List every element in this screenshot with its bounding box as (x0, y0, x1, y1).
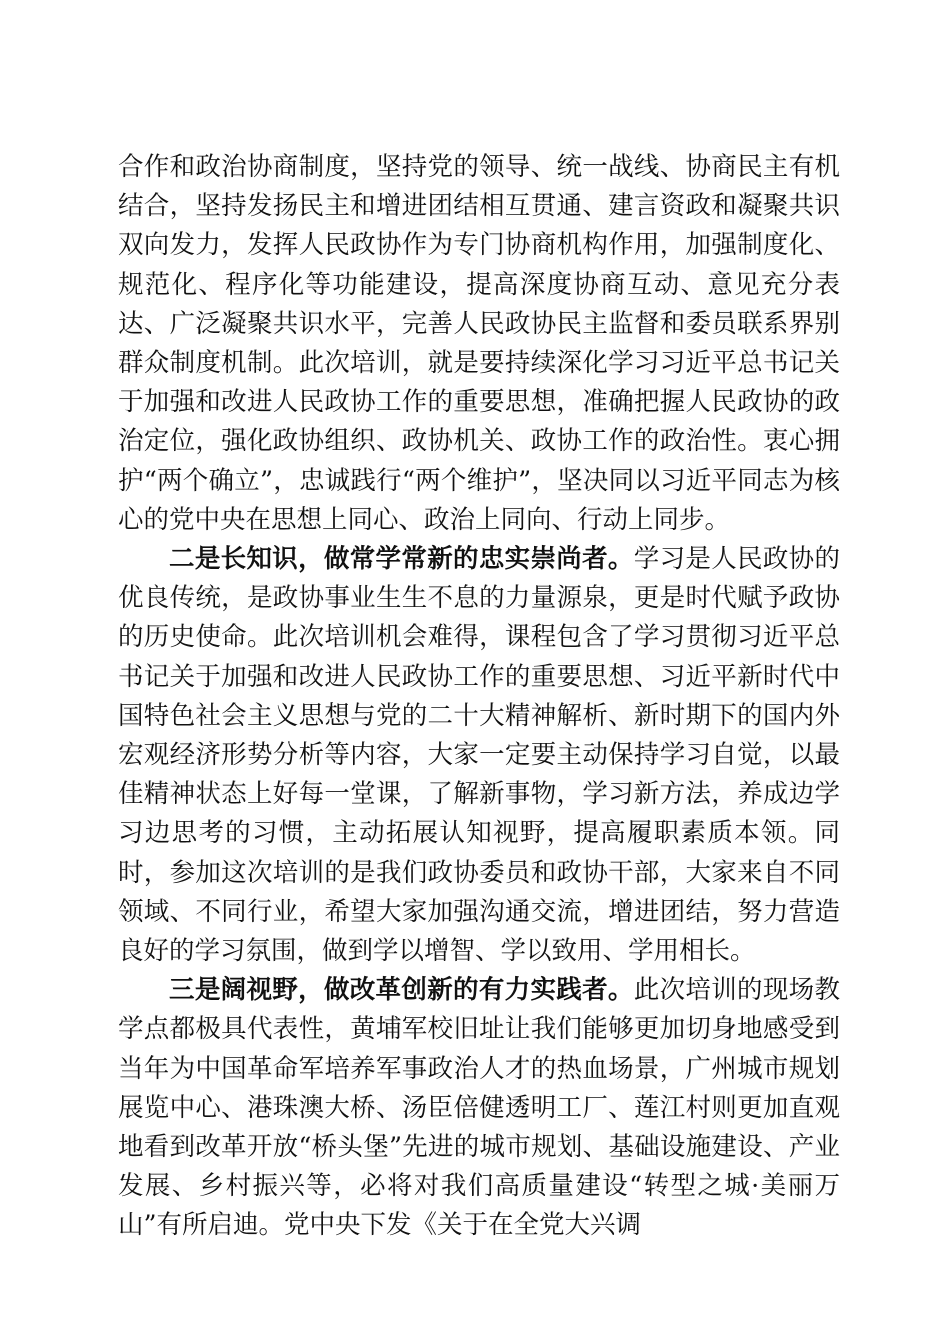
paragraph-1 (118, 148, 840, 540)
paragraph-3 (118, 971, 840, 1245)
paragraph-2-heading: 二是长知识，做常学常新的忠实崇尚者。 (169, 544, 634, 575)
paragraph-1-text: 合作和政治协商制度，坚持党的领导、统一战线、协商民主有机结合，坚持发扬民主和增进团结相互贯通、建言资政和凝聚共识双向发力，发挥人民政协作为专门协商机构作用，加强制度化、规范化、程序化等功能建设，提高深度协商互动、意见充分表达、广泛凝聚共识水平，完善人民政协民主监督和委员联系界别群众制度机制。此次培训，就是要持续深化学习习近平总书记关于加强和改进人民政协工作的重要思想，准确把握人民政协的政治定位，强化政协组织、政协机关、政协工作的政治性。衷心拥护“两个确立”，忠诚践行“两个维护”，坚决同以习近平同志为核心的党中央在思想上同心、政治上同向、行动上同步。 (118, 152, 840, 535)
paragraph-3-text: 此次培训的现场教学点都极具代表性，黄埔军校旧址让我们能够更加切身地感受到当年为中国革命军培养军事政治人才的热血场景，广州城市规划展览中心、港珠澳大桥、汤臣倍健透明工厂、莲江村则更加直观地看到改革开放“桥头堡”先进的城市规划、基础设施建设、产业发展、乡村振兴等，必将对我们高质量建设“转型之城·美丽万山”有所启迪。党中央下发《关于在全党大兴调 (118, 975, 840, 1241)
paragraph-2 (118, 540, 840, 971)
paragraph-2-text: 学习是人民政协的优良传统，是政协事业生生不息的力量源泉，更是时代赋予政协的历史使命。此次培训机会难得，课程包含了学习贯彻习近平总书记关于加强和改进人民政协工作的重要思想、习近平新时代中国特色社会主义思想与党的二十大精神解析、新时期下的国内外宏观经济形势分析等内容，大家一定要主动保持学习自觉，以最佳精神状态上好每一堂课，了解新事物，学习新方法，养成边学习边思考的习惯，主动拓展认知视野，提高履职素质本领。同时，参加这次培训的是我们政协委员和政协干部，大家来自不同领域、不同行业，希望大家加强沟通交流，增进团结，努力营造良好的学习氛围，做到学以增智、学以致用、学用相长。 (118, 544, 840, 967)
document-page (118, 148, 840, 1246)
paragraph-3-heading: 三是阔视野，做改革创新的有力实践者。 (169, 975, 634, 1006)
